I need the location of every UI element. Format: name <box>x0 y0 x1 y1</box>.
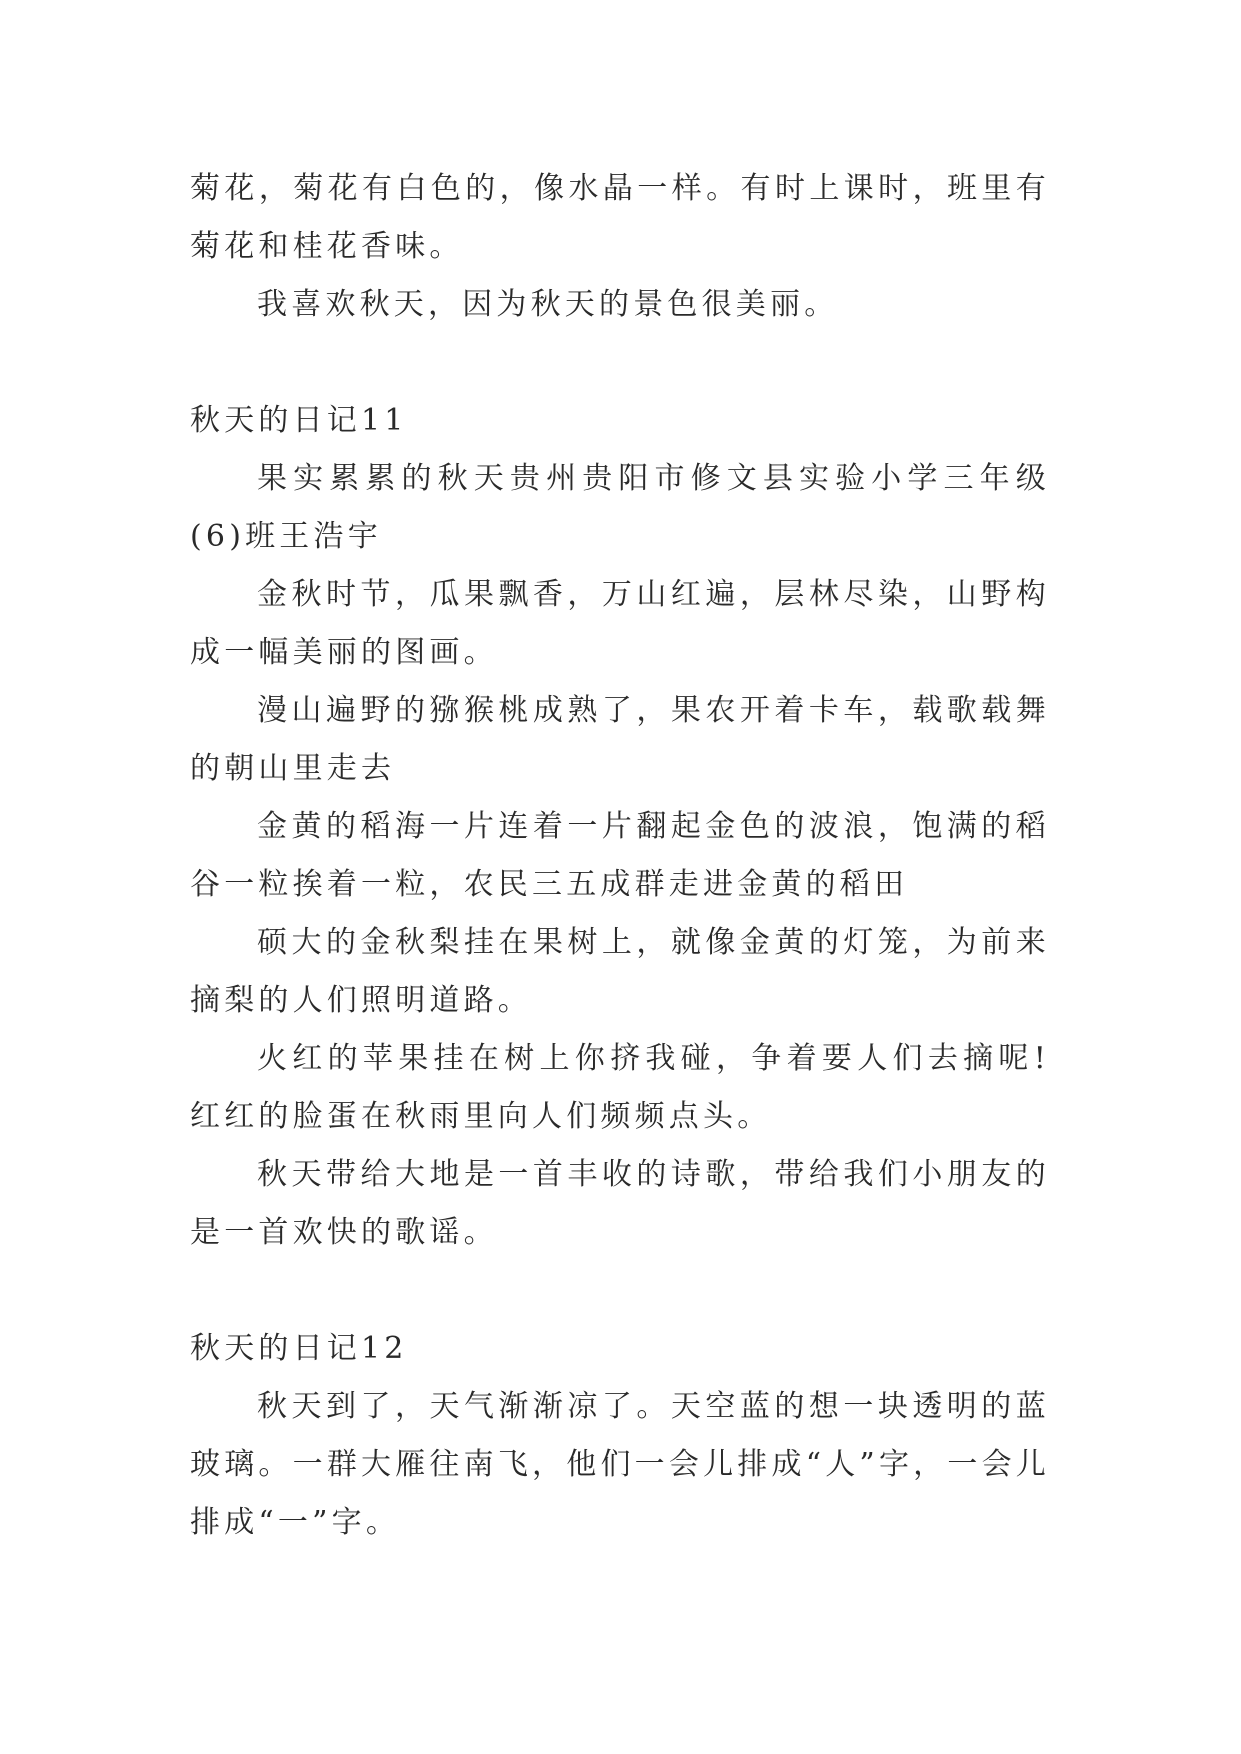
document-page <box>190 160 1050 1552</box>
section-heading: 秋天的日记11 <box>190 403 408 438</box>
paragraph: 金黄的稻海一片连着一片翻起金色的波浪，饱满的稻谷一粒挨着一粒，农民三五成群走进金黄的稻田 <box>190 809 1050 902</box>
paragraph: 漫山遍野的猕猴桃成熟了，果农开着卡车，载歌载舞的朝山里走去 <box>190 693 1050 786</box>
paragraph: 金秋时节，瓜果飘香，万山红遍，层林尽染，山野构成一幅美丽的图画。 <box>190 577 1050 670</box>
paragraph: 菊花，菊花有白色的，像水晶一样。有时上课时，班里有菊花和桂花香味。 <box>190 171 1050 264</box>
section-heading: 秋天的日记12 <box>190 1331 408 1366</box>
paragraph: 果实累累的秋天贵州贵阳市修文县实验小学三年级(6)班王浩宇 <box>190 461 1050 554</box>
paragraph: 火红的苹果挂在树上你挤我碰，争着要人们去摘呢!红红的脸蛋在秋雨里向人们频频点头。 <box>190 1041 1050 1134</box>
paragraph: 硕大的金秋梨挂在果树上，就像金黄的灯笼，为前来摘梨的人们照明道路。 <box>190 925 1050 1018</box>
paragraph: 秋天到了，天气渐渐凉了。天空蓝的想一块透明的蓝玻璃。一群大雁往南飞，他们一会儿排成“人”字，一会儿排成“一”字。 <box>190 1389 1050 1540</box>
paragraph: 秋天带给大地是一首丰收的诗歌，带给我们小朋友的是一首欢快的歌谣。 <box>190 1157 1050 1250</box>
section-gap <box>190 334 1050 392</box>
section-gap <box>190 1262 1050 1320</box>
paragraph: 我喜欢秋天，因为秋天的景色很美丽。 <box>257 287 839 322</box>
